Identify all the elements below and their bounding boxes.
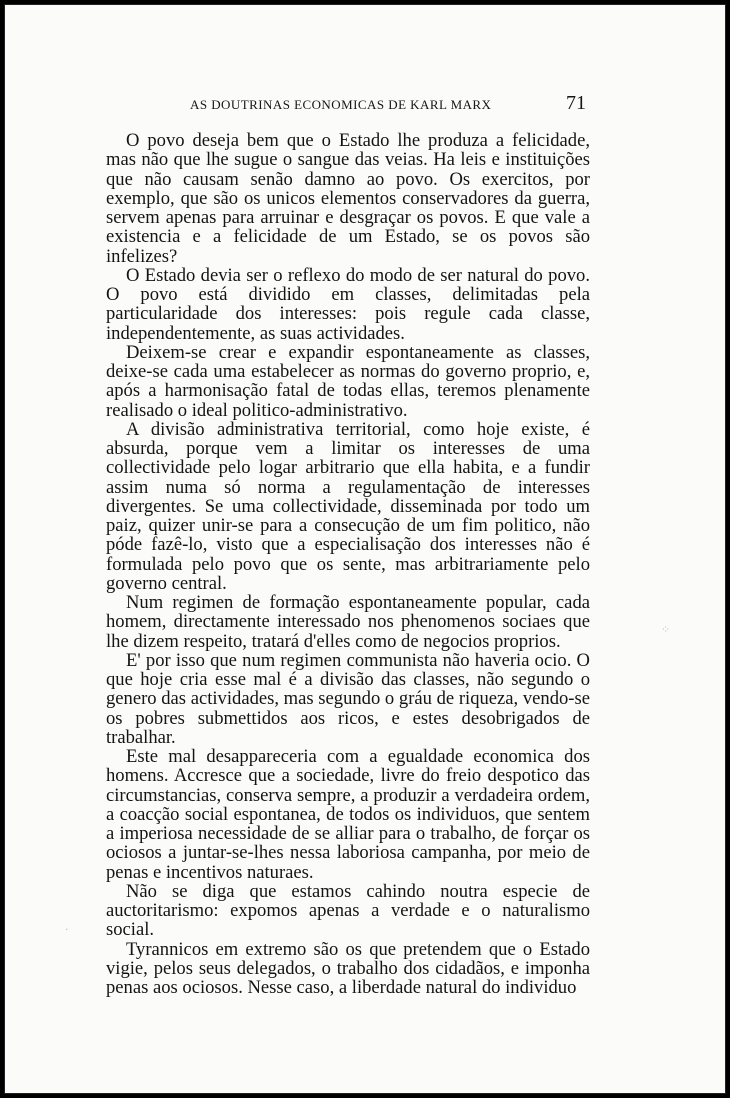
paragraph: A divisão administrativa territorial, como hoje existe, é absurda, porque vem a limitar os interesses de uma collectividade pelo logar arbitrario que ella habita, e a fundir assim numa só norma a regulamentação de interesses divergentes. Se uma collectividade, disseminada por todo um paiz, quizer unir-se para a consecução de um fim politico, não póde fazê-lo, visto que a especialisação dos interesses não é formulada pelo povo que os sente, mas arbitrariamente pelo governo central. xyxy=(106,418,590,594)
page-header xyxy=(190,94,586,116)
paragraph: O povo deseja bem que o Estado lhe produza a felicidade, mas não que lhe sugue o sangue das veias. Ha leis e instituições que não causam senão damno ao povo. Os exercitos, por exemplo, que são os unicos elementos conservadores da guerra, servem apenas para arruinar e desgraçar os povos. E que vale a existencia e a felicidade de um Estado, se os povos são infelizes? xyxy=(106,130,590,267)
paragraph: E' por isso que num regimen communista não haveria ocio. O que hoje cria esse mal é a divisão das classes, não segundo o genero das actividades, mas segundo o gráu de riqueza, vendo-se os pobres submettidos aos ricos, e estes desobrigados de trabalhar. xyxy=(106,649,590,748)
paragraph: Deixem-se crear e expandir espontaneamente as classes, deixe-se cada uma estabelecer as normas do governo proprio, e, após a harmonisação fatal de todas ellas, teremos plenamente realisado o ideal politico-administrativo. xyxy=(106,341,590,421)
paper-speck: ⁘ xyxy=(661,623,671,636)
paragraph: Num regimen de formação espontaneamente popular, cada homem, directamente interessado nos phenomenos sociaes que lhe dizem respeito, tratará d'elles como de negocios proprios. xyxy=(106,592,590,652)
paragraph: Tyrannicos em extremo são os que pretendem que o Estado vigie, pelos seus delegados, o trabalho dos cidadãos, e imponha penas aos ociosos. Nesse caso, a liberdade natural do individuo xyxy=(106,938,590,998)
paragraph: Não se diga que estamos cahindo noutra especie de auctoritarismo: expomos apenas a verdade e o naturalismo social. xyxy=(106,880,590,941)
paragraph: Este mal desappareceria com a egualdade economica dos homens. Accresce que a sociedade, livre do freio despotico das circumstancias, conserva sempre, a produzir a verdadeira ordem, a coacção social espontanea, de todos os individuos, que sentem a imperiosa necessidade de se alliar para o trabalho, de forçar os ociosos a juntar-se-lhes nessa laboriosa campanha, por meio de penas e incentivos naturaes. xyxy=(106,746,590,883)
book-page xyxy=(4,4,726,1094)
running-title: AS DOUTRINAS ECONOMICAS DE KARL MARX xyxy=(190,97,492,112)
body-text xyxy=(106,131,590,997)
paragraph: O Estado devia ser o reflexo do modo de ser natural do povo. O povo está dividido em classes, delimitadas pela particularidade dos interesses: pois regule cada classe, independentemente, as suas actividades. xyxy=(106,264,590,344)
paper-speck: · xyxy=(65,923,69,936)
page-number: 71 xyxy=(566,92,586,114)
